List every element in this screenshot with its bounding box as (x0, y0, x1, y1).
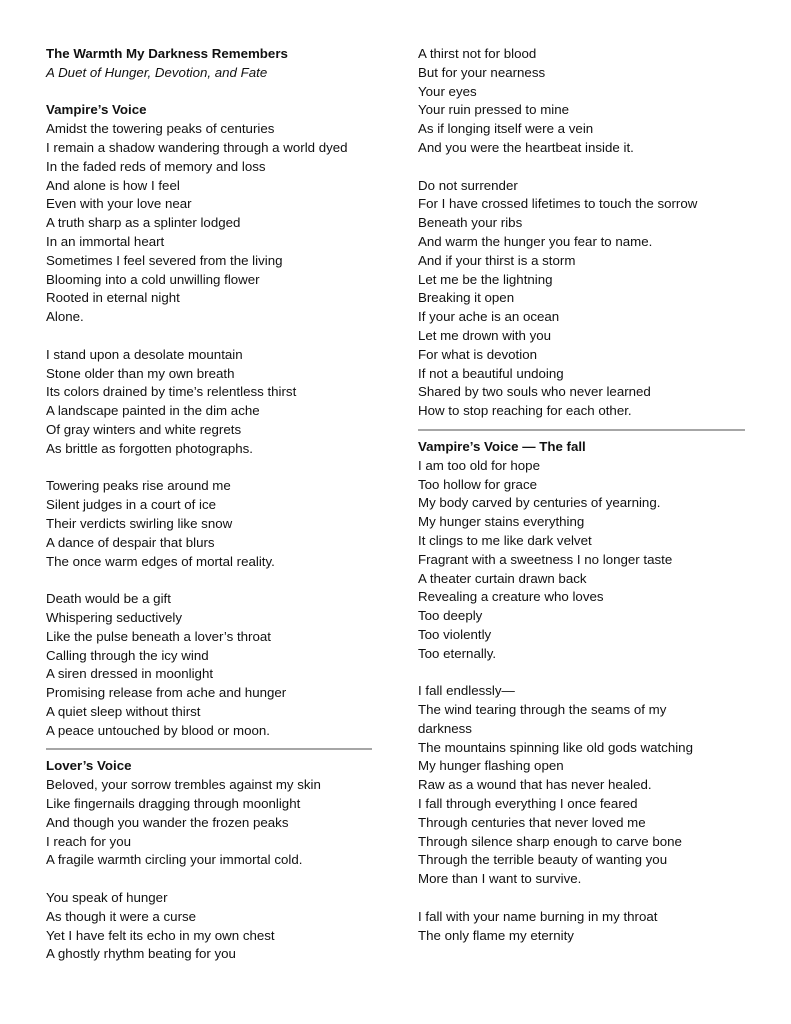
poem-line: As brittle as forgotten photographs. (46, 440, 253, 456)
poem-line: A peace untouched by blood or moon. (46, 722, 270, 738)
poem-line: Like fingernails dragging through moonlight (46, 796, 301, 812)
poem-line: How to stop reaching for each other. (418, 403, 632, 419)
poem-line: Let me drown with you (418, 327, 552, 343)
poem-line: A thirst not for blood (418, 46, 537, 61)
poem-line: I stand upon a desolate mountain (46, 346, 243, 362)
poem-line: I fall endlessly— (418, 683, 515, 699)
vampire-stanza-1 (46, 120, 374, 327)
poem-line: And you were the heartbeat inside it. (418, 139, 634, 155)
poem-line: Yet I have felt its echo in my own chest (46, 927, 275, 943)
poem-line: A dance of despair that blurs (46, 534, 215, 550)
section-divider (418, 429, 745, 431)
poem-line: Blooming into a cold unwilling flower (46, 271, 260, 287)
poem-line: A siren dressed in moonlight (46, 666, 214, 682)
poem-line: Even with your love near (46, 196, 192, 212)
lover-voice-heading: Lover’s Voice (46, 758, 132, 774)
poem-line: In an immortal heart (46, 233, 165, 249)
poem-line: A theater curtain drawn back (418, 570, 587, 586)
poem-line: If not a beautiful undoing (418, 365, 564, 381)
poem-line: Like the pulse beneath a lover’s throat (46, 628, 271, 644)
poem-line: I fall with your name burning in my throat (418, 908, 658, 924)
lover-stanza-2 (46, 889, 374, 964)
poem-line: Raw as a wound that has never healed. (418, 777, 652, 793)
poem-line: Fragrant with a sweetness I no longer taste (418, 551, 673, 567)
poem-line: As though it were a curse (46, 908, 197, 924)
lover-stanza-1 (46, 776, 374, 870)
poem-line: In the faded reds of memory and loss (46, 158, 266, 174)
vampire-stanza-4 (46, 590, 374, 740)
poem-line: darkness (418, 720, 472, 736)
poem-line: Let me be the lightning (418, 271, 553, 287)
poem-line: Your ruin pressed to mine (418, 102, 570, 118)
poem-line: Silent judges in a court of ice (46, 497, 217, 513)
poem-line: My body carved by centuries of yearning. (418, 495, 661, 511)
poem-line: Whispering seductively (46, 609, 182, 625)
poem-line: I remain a shadow wandering through a world dyed (46, 139, 348, 155)
poem-line: I fall through everything I once feared (418, 796, 638, 812)
poem-line: If your ache is an ocean (418, 309, 560, 325)
left-column (46, 45, 374, 964)
poem-line: Calling through the icy wind (46, 647, 209, 663)
poem-line: Breaking it open (418, 290, 515, 306)
poem-line: A fragile warmth circling your immortal cold. (46, 852, 303, 868)
poem-line: Through the terrible beauty of wanting you (418, 852, 668, 868)
poem-line: Do not surrender (418, 177, 518, 193)
poem-line: The once warm edges of mortal reality. (46, 553, 275, 569)
poem-line: Promising release from ache and hunger (46, 685, 287, 701)
poem-line: Of gray winters and white regrets (46, 421, 242, 437)
poem-line: Amidst the towering peaks of centuries (46, 121, 275, 137)
poem-line: It clings to me like dark velvet (418, 532, 592, 548)
poem-line: My hunger stains everything (418, 514, 585, 530)
poem-line: Revealing a creature who loves (418, 589, 604, 605)
poem-line: Through silence sharp enough to carve bone (418, 833, 682, 849)
poem-line: Its colors drained by time’s relentless thirst (46, 384, 297, 400)
poem-line: A landscape painted in the dim ache (46, 403, 260, 419)
poem-line: Death would be a gift (46, 591, 171, 607)
lover-stanza-4 (418, 177, 746, 421)
poem-line: And though you wander the frozen peaks (46, 814, 289, 830)
poem-line: Too hollow for grace (418, 476, 537, 492)
poem-line: Sometimes I feel severed from the living (46, 252, 283, 268)
poem-line: I am too old for hope (418, 457, 540, 473)
poem-line: And warm the hunger you fear to name. (418, 233, 653, 249)
vampire-stanza-3 (46, 477, 374, 571)
fall-stanza-2 (418, 682, 746, 889)
poem-line: You speak of hunger (46, 890, 168, 906)
poem-line: Through centuries that never loved me (418, 814, 646, 830)
fall-heading: Vampire’s Voice — The fall (418, 438, 586, 454)
poem-line: Beneath your ribs (418, 215, 523, 231)
lover-stanza-3 (418, 45, 746, 158)
fall-stanza-3 (418, 908, 746, 946)
poem-line: The mountains spinning like old gods watching (418, 739, 693, 755)
poem-line: More than I want to survive. (418, 871, 582, 887)
poem-line: My hunger flashing open (418, 758, 564, 774)
poem-line: The only flame my eternity (418, 927, 574, 943)
poem-line: A quiet sleep without thirst (46, 703, 201, 719)
poem-line: Beloved, your sorrow trembles against my skin (46, 777, 321, 793)
poem-line: Too eternally. (418, 645, 497, 661)
vampire-stanza-2 (46, 346, 374, 459)
right-column (418, 45, 746, 945)
poem-line: Towering peaks rise around me (46, 478, 231, 494)
poem-line: But for your nearness (418, 64, 546, 80)
poem-line: And alone is how I feel (46, 177, 180, 193)
poem-line: For I have crossed lifetimes to touch the sorrow (418, 196, 698, 212)
poem-line: Alone. (46, 309, 84, 325)
poem-line: Rooted in eternal night (46, 290, 180, 306)
poem-line: Your eyes (418, 83, 477, 99)
poem-line: Too deeply (418, 608, 483, 624)
poem-line: Too violently (418, 626, 492, 642)
poem-line: Stone older than my own breath (46, 365, 235, 381)
section-divider (46, 748, 372, 750)
vampire-voice-heading: Vampire’s Voice (46, 102, 147, 118)
fall-stanza-1 (418, 457, 746, 664)
poem-line: And if your thirst is a storm (418, 252, 576, 268)
poem-line: A ghostly rhythm beating for you (46, 946, 236, 962)
poem-line: For what is devotion (418, 346, 537, 362)
poem-line: A truth sharp as a splinter lodged (46, 215, 241, 231)
poem-title: The Warmth My Darkness Remembers (46, 46, 288, 61)
poem-line: The wind tearing through the seams of my (418, 702, 667, 718)
poem-line: As if longing itself were a vein (418, 121, 594, 137)
poem-subtitle: A Duet of Hunger, Devotion, and Fate (46, 64, 268, 80)
poem-line: I reach for you (46, 833, 131, 849)
poem-line: Their verdicts swirling like snow (46, 515, 233, 531)
poem-line: Shared by two souls who never learned (418, 384, 651, 400)
